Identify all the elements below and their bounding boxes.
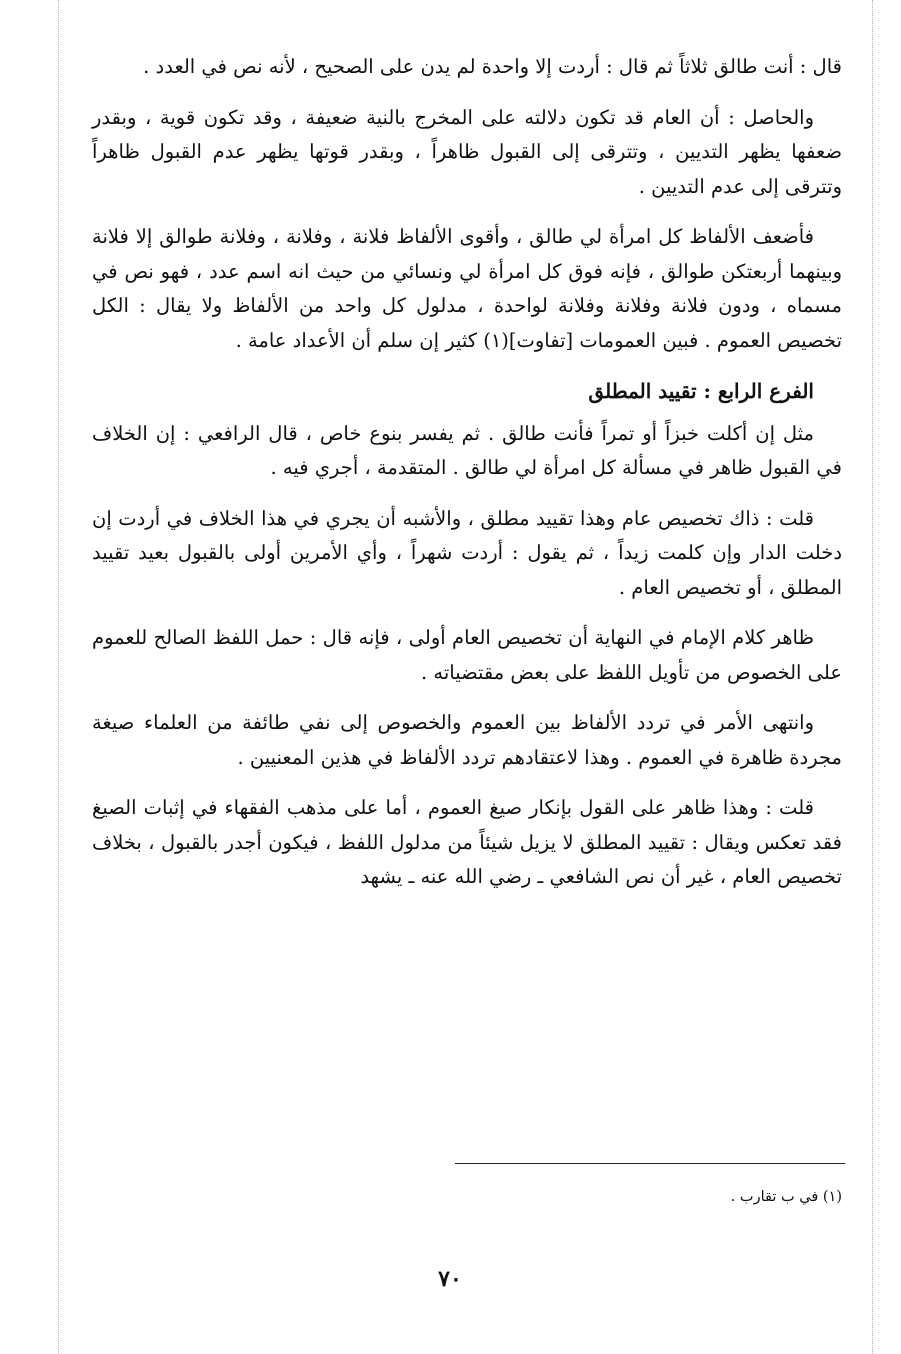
paragraph-1: قال : أنت طالق ثلاثاً ثم قال : أردت إلا واحدة لم يدن على الصحيح ، لأنه نص في العدد . [143,55,842,78]
paragraph-8: قلت : وهذا ظاهر على القول بإنكار صيغ العموم ، أما على مذهب الفقهاء في إثبات الصيغ فقد تعكس ويقال : تقييد المطلق لا يزيل شيئاً من مدلول اللفظ ، فيكون أجدر بالقبول ، بخلاف تخصيص العام ، غير أن نص الشافعي ـ رضي الله عنه ـ يشهد [92,796,842,888]
page-number: ٧٠ [438,1266,462,1292]
footnote-separator [455,1163,845,1164]
paragraph-3: فأضعف الألفاظ كل امرأة لي طالق ، وأقوى الألفاظ فلانة ، وفلانة ، وفلانة طوالق إلا فلانة وبينهما أربعتكن طوالق ، فإنه فوق كل امرأة لي ونسائي من حيث انه اسم عدد ، فهو نص في مسماه ، ودون فلانة وفلانة وفلانة لواحدة ، مدلول كل واحد من الألفاظ ولا يقال : الكل تخصيص العموم . فبين العمومات [تفاوت](١) كثير إن سلم أن الأعداد عامة . [92,225,842,352]
paragraph-6: ظاهر كلام الإمام في النهاية أن تخصيص العام أولى ، فإنه قال : حمل اللفظ الصالح للعموم على الخصوص من تأويل اللفظ على بعض مقتضياته . [92,626,842,684]
margin-dotted-line-left [58,0,59,1354]
paragraph-7: وانتهى الأمر في تردد الألفاظ بين العموم والخصوص إلى نفي طائفة من العلماء صيغة مجردة ظاهرة في العموم . وهذا لاعتقادهم تردد الألفاظ في هذين المعنيين . [92,711,842,769]
footnote: (١) في ب تقارب . [730,1189,842,1205]
paragraph-5: قلت : ذاك تخصيص عام وهذا تقييد مطلق ، والأشبه أن يجري في هذا الخلاف في أردت إن دخلت الدار وإن كلمت زيداً ، ثم يقول : أردت شهراً ، وأي الأمرين أولى بالقبول بعيد تقييد المطلق ، أو تخصيص العام . [92,506,842,599]
section-heading: الفرع الرابع : تقييد المطلق [588,379,814,403]
margin-dotted-line-right [872,0,873,1354]
paragraph-4: مثل إن أكلت خبزاً أو تمراً فأنت طالق . ثم يفسر بنوع خاص ، قال الرافعي : إن الخلاف في القبول ظاهر في مسألة كل امرأة لي طالق . المتقدمة ، أجري فيه . [92,421,842,479]
paragraph-2: والحاصل : أن العام قد تكون دلالته على المخرج بالنية ضعيفة ، وقد تكون قوية ، وبقدر ضعفها يظهر التديين ، وتترقى إلى القبول ظاهراً ، وبقدر قوتها يظهر عدم القبول ظاهراً وتترقى إلى عدم التديين . [92,105,842,198]
main-text [92,50,842,911]
